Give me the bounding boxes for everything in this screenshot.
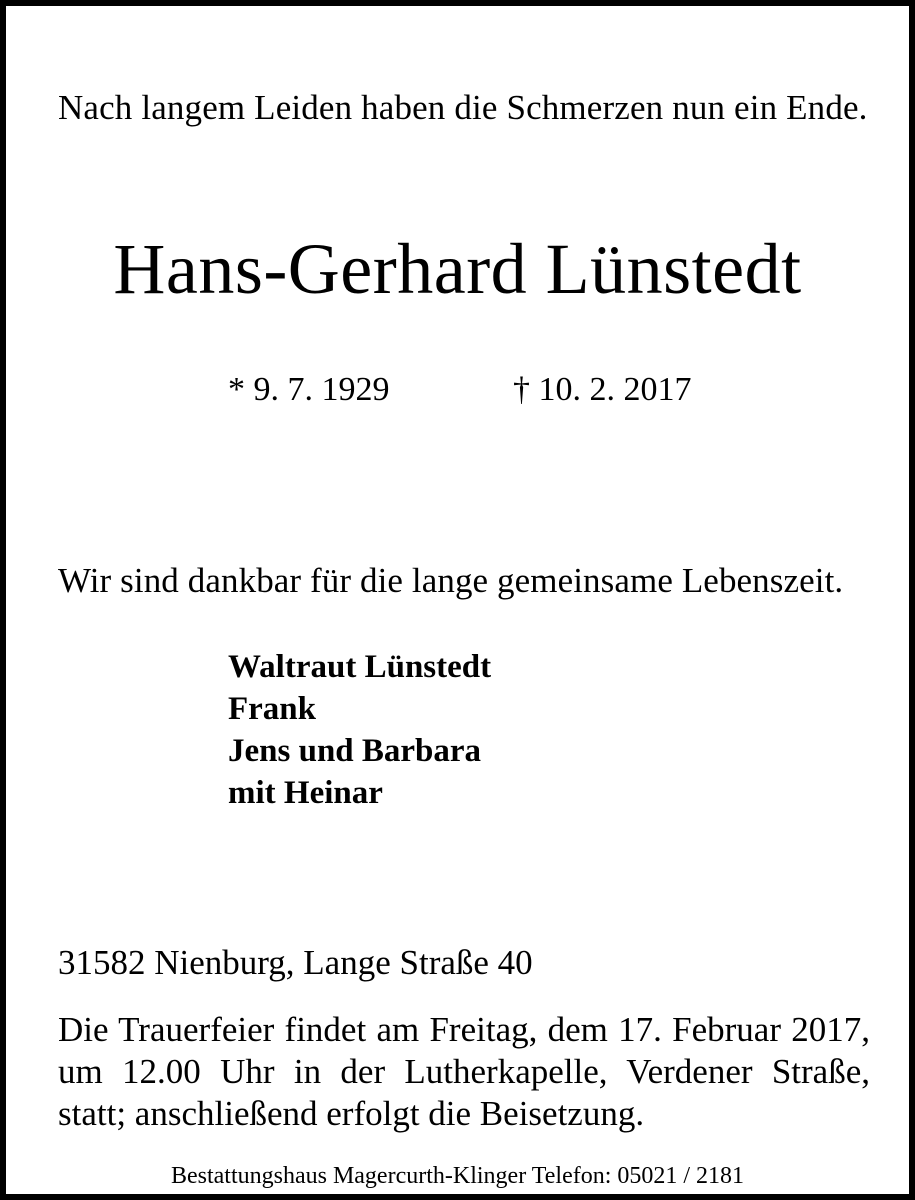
mourner-name: Frank — [228, 691, 317, 727]
death-date: † 10. 2. 2017 — [513, 371, 692, 408]
intro-text: Nach langem Leiden haben die Schmerzen nun ein Ende. — [58, 88, 868, 127]
deceased-name: Hans-Gerhard Lünstedt — [113, 229, 802, 309]
ceremony-line: statt; anschließend erfolgt die Beisetzung. — [58, 1094, 645, 1133]
mourner-name: mit Heinar — [228, 775, 383, 811]
ceremony-info — [58, 1009, 870, 1135]
ceremony-line: Die Trauerfeier findet am Freitag, dem 17. Februar 2017, — [58, 1010, 870, 1049]
mourners-list — [228, 646, 491, 814]
mourner-name: Waltraut Lünstedt — [228, 649, 492, 685]
mourner-name: Jens und Barbara — [228, 733, 482, 769]
address-text: 31582 Nienburg, Lange Straße 40 — [58, 943, 533, 982]
birth-date: * 9. 7. 1929 — [228, 371, 390, 408]
ceremony-line: um 12.00 Uhr in der Lutherkapelle, Verdener Straße, — [58, 1052, 870, 1091]
gratitude-text: Wir sind dankbar für die lange gemeinsame Lebenszeit. — [58, 561, 844, 600]
funeral-home-footer: Bestattungshaus Magercurth-Klinger Telefon: 05021 / 2181 — [170, 1163, 745, 1189]
